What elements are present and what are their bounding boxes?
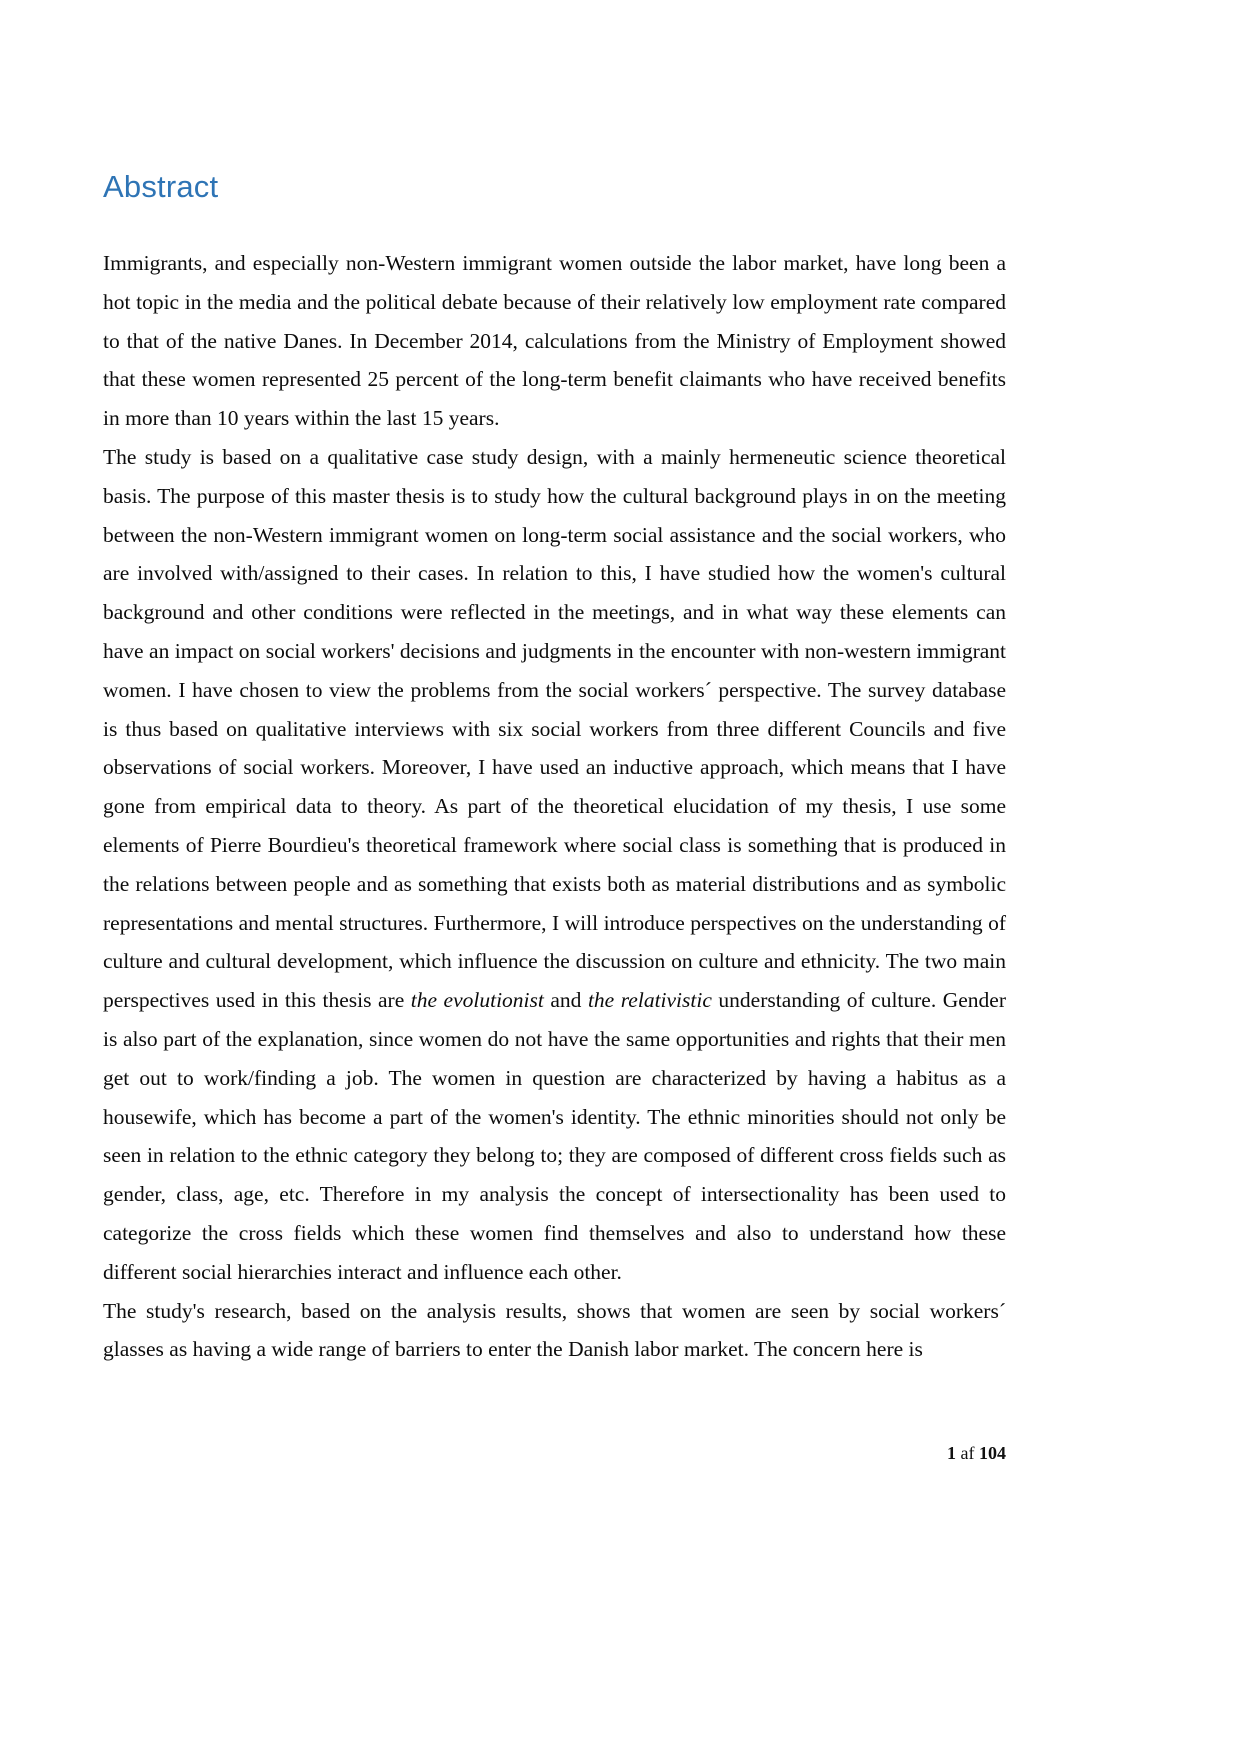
- footer-total-pages: 104: [979, 1443, 1006, 1463]
- footer-page-number: 1: [947, 1443, 957, 1463]
- abstract-paragraph-3: The study's research, based on the analysis results, shows that women are seen by social workers´ glasses as having a wide range of barriers to enter the Danish labor market. The concern here is: [103, 1298, 1006, 1362]
- paragraph-segment-text: and: [543, 988, 588, 1013]
- abstract-paragraph-2: [103, 438, 1006, 1292]
- page-footer: [103, 1443, 1006, 1464]
- paragraph-segment-italic-evolutionist: the evolutionist: [410, 988, 544, 1013]
- paragraph-segment-text: understanding of culture. Gender is also part of the explanation, since women do not have the same opportunities and rights that their men get out to work/finding a job. The women in question are characterized by having a habitus as a housewife, which has become a part of the women's identity. The ethnic minorities should not only be seen in relation to the ethnic category they belong to; they are composed of different cross fields such as gender, class, age, etc. Therefore in my analysis the concept of intersectionality has been used to categorize the cross fields which these women find themselves and also to understand how these different social hierarchies interact and influence each other.: [103, 988, 1007, 1284]
- page-content: [103, 170, 1006, 1369]
- paragraph-segment-italic-relativistic: the relativistic: [587, 988, 712, 1013]
- page-title: Abstract: [103, 169, 219, 204]
- abstract-paragraph-1: Immigrants, and especially non-Western immigrant women outside the labor market, have long been a hot topic in the media and the political debate because of their relatively low employment rate compared to that of the native Danes. In December 2014, calculations from the Ministry of Employment showed that these women represented 25 percent of the long-term benefit claimants who have received benefits in more than 10 years within the last 15 years.: [103, 251, 1006, 431]
- footer-separator: af: [956, 1443, 979, 1463]
- paragraph-segment-text: The study is based on a qualitative case study design, with a mainly hermeneutic science theoretical basis. The purpose of this master thesis is to study how the cultural background plays in on the meeting between the non-Western immigrant women on long-term social assistance and the social workers, who are involved with/assigned to their cases. In relation to this, I have studied how the women's cultural background and other conditions were reflected in the meetings, and in what way these elements can have an impact on social workers' decisions and judgments in the encounter with non-western immigrant women. I have chosen to view the problems from the social workers´ perspective. The survey database is thus based on qualitative interviews with six social workers from three different Councils and five observations of social workers. Moreover, I have used an inductive approach, which means that I have gone from empirical data to theory. As part of the theoretical elucidation of my thesis, I use some elements of Pierre Bourdieu's theoretical framework where social class is something that is produced in the relations between people and as something that exists both as material distributions and as symbolic representations and mental structures. Furthermore, I will introduce perspectives on the understanding of culture and cultural development, which influence the discussion on culture and ethnicity. The two main perspectives used in this thesis are: [103, 445, 1006, 1013]
